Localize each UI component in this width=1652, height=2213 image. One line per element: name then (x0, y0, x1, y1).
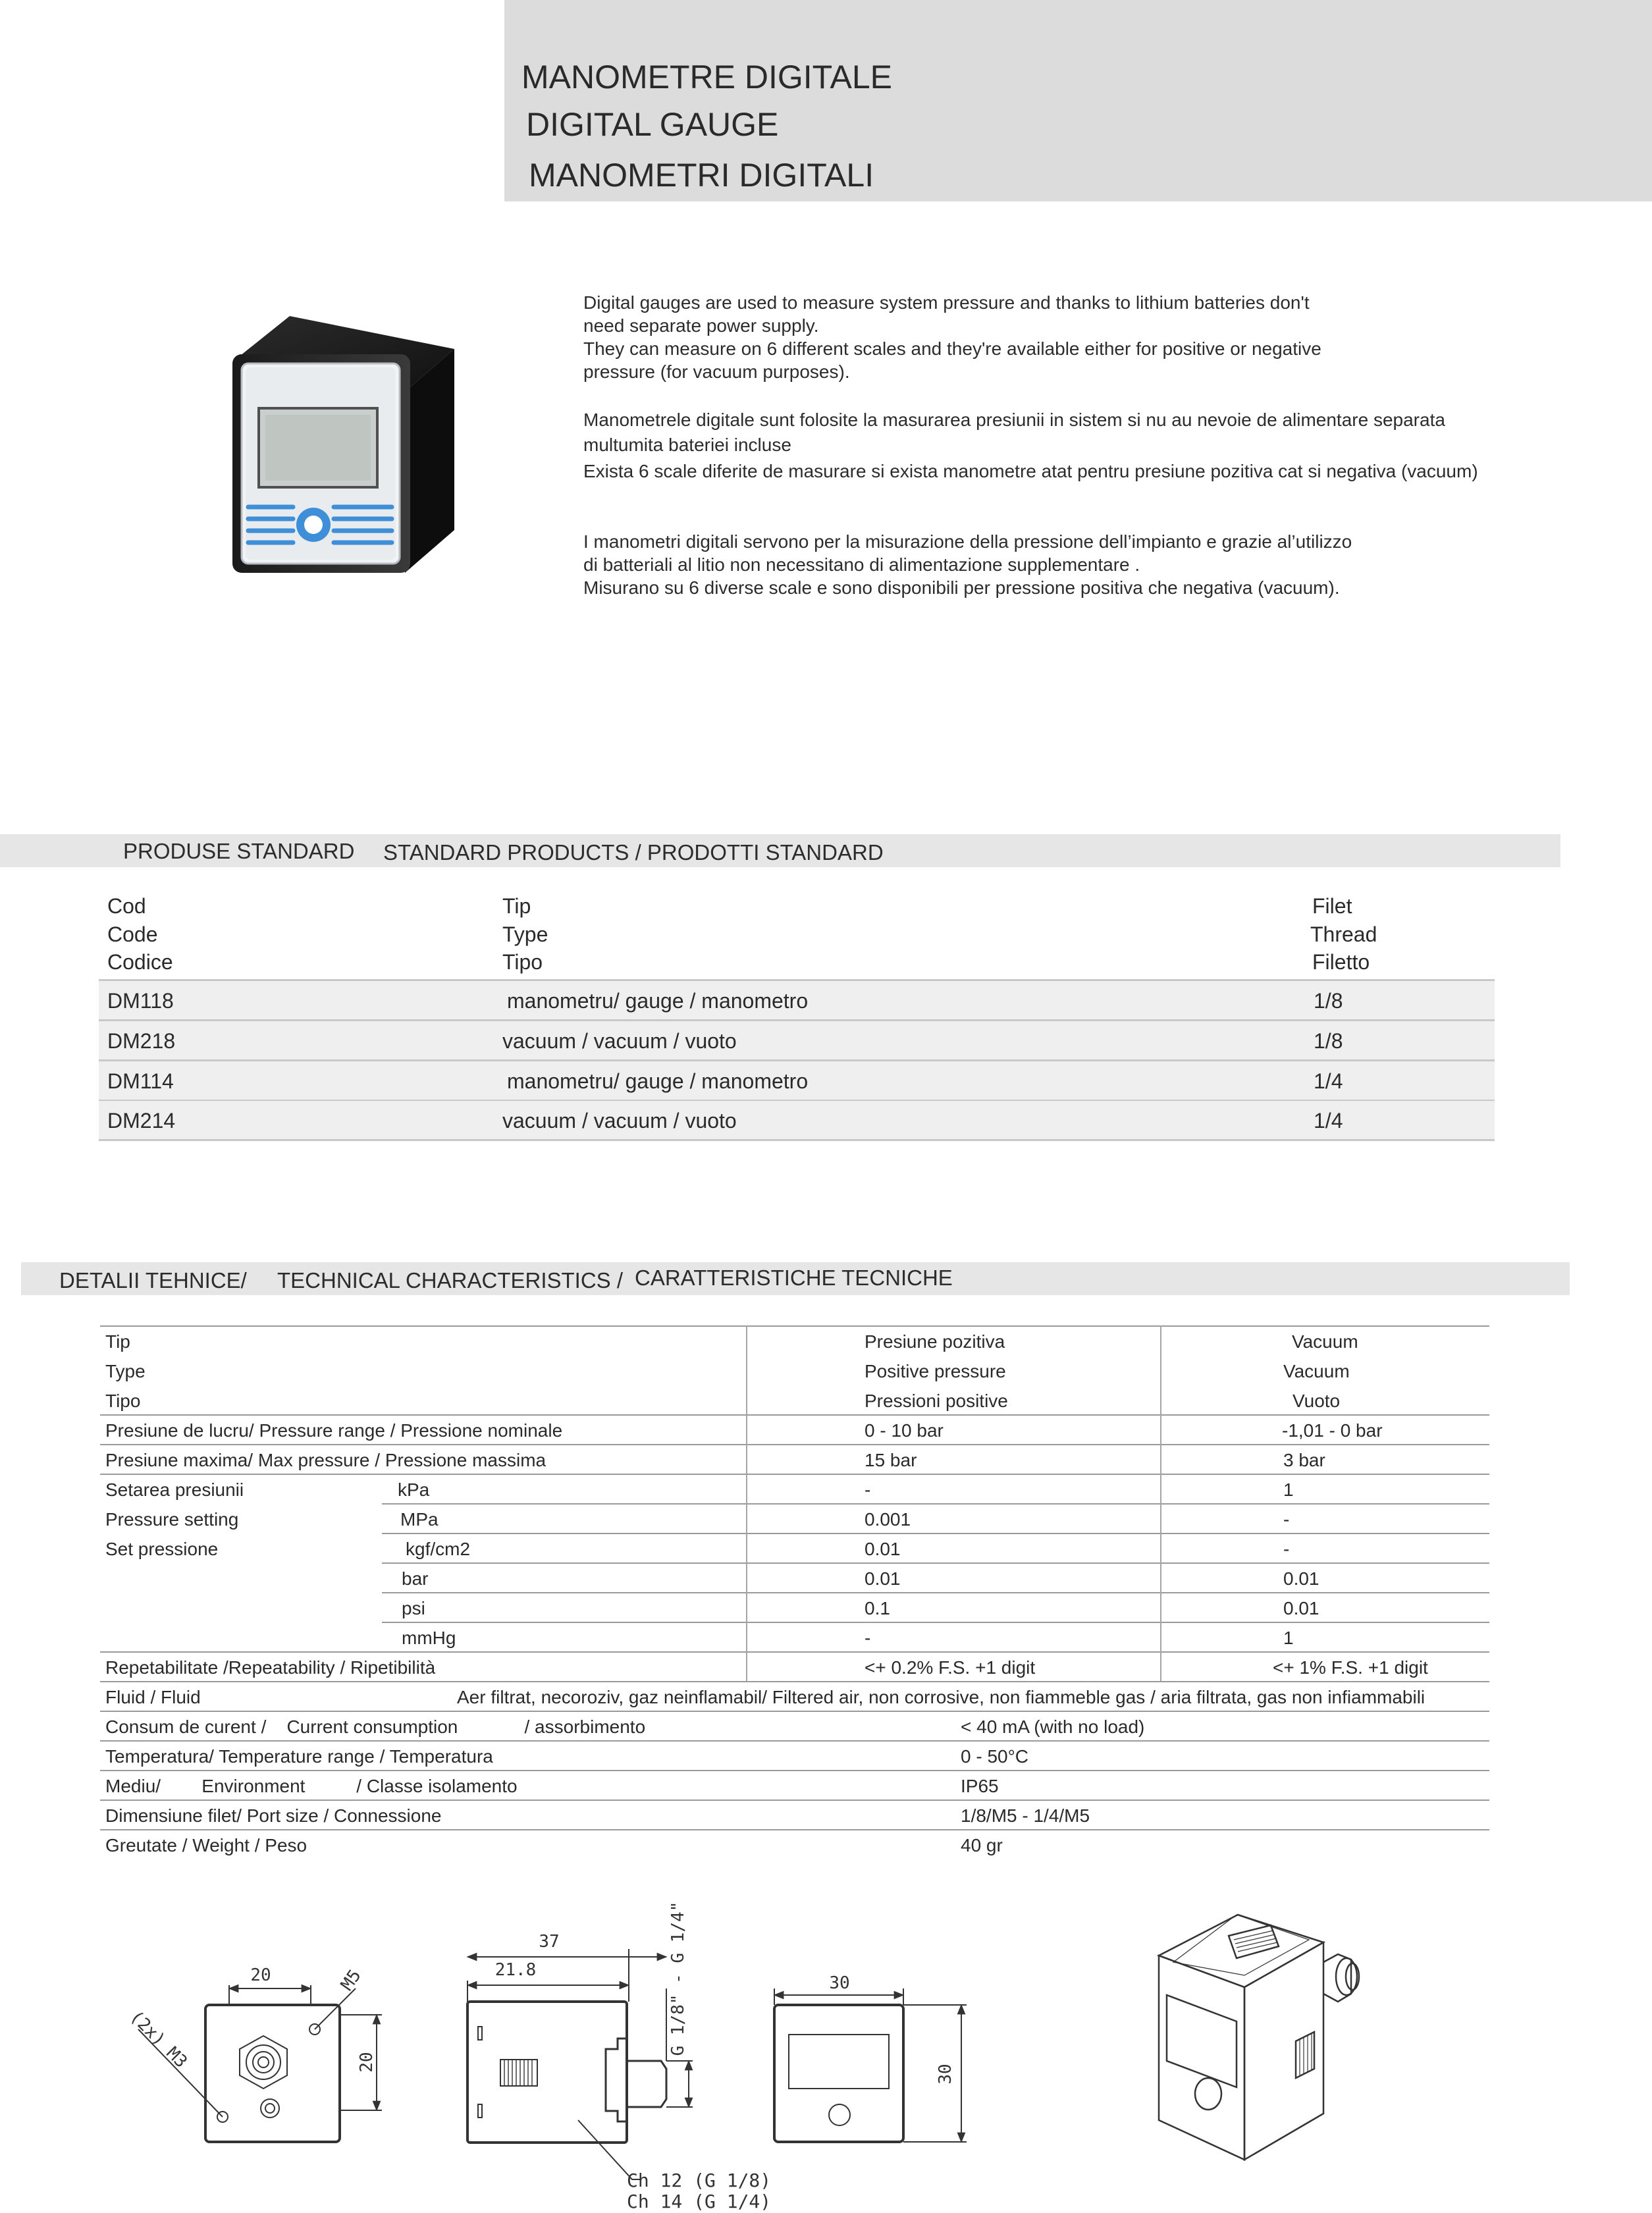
temperature-value: 0 - 50°C (961, 1746, 1029, 1767)
dim-30-side: 30 (936, 2064, 955, 2085)
setting-vacuum: 1 (1283, 1480, 1294, 1500)
fluid-value: Aer filtrat, necoroziv, gaz neinflamabil/ Filtered air, non corrosive, non fiammeble gas / aria filtrata, gas non infiammabili (457, 1687, 1426, 1707)
label-ch14: Ch 14 (G 1/4) (627, 2191, 772, 2212)
table-row (99, 1101, 1495, 1141)
tech-rule (100, 1740, 1489, 1742)
row-code: DM214 (107, 1109, 176, 1133)
tech-col-separator (746, 1325, 747, 1681)
technical-drawings (0, 1883, 1652, 2213)
intro-en-2: need separate power supply. (583, 315, 819, 336)
setting-vacuum: - (1283, 1509, 1290, 1530)
isometric-view (1159, 1915, 1359, 2160)
setting-unit: psi (402, 1598, 425, 1618)
tech-section-it: CARATTERISTICHE TECNICHE (635, 1266, 953, 1290)
vacuum-label-it: Vuoto (1292, 1391, 1341, 1411)
row-thread: 1/8 (1314, 1029, 1343, 1053)
setting-unit: kPa (398, 1480, 430, 1500)
row-type: vacuum / vacuum / vuoto (502, 1029, 737, 1053)
tech-rule (100, 1829, 1489, 1830)
setting-unit: MPa (400, 1509, 439, 1530)
label-ch12: Ch 12 (G 1/8) (627, 2170, 772, 2191)
label-m3: (2x) M3 (126, 2006, 192, 2072)
positive-label-ro: Presiune pozitiva (865, 1331, 1005, 1352)
setting-positive: 0.01 (865, 1539, 901, 1559)
vacuum-label-en: Vacuum (1283, 1361, 1350, 1381)
intro-ro-2: multumita bateriei incluse (583, 435, 791, 455)
tech-rule (382, 1503, 1489, 1505)
setting-positive: - (865, 1628, 871, 1648)
tech-rule (100, 1711, 1489, 1712)
title-fr: MANOMETRE DIGITALE (521, 59, 893, 95)
setting-positive: - (865, 1480, 871, 1500)
max-pressure-positive: 15 bar (865, 1450, 917, 1470)
label-m5: M5 (337, 1965, 365, 1994)
tech-rule (100, 1325, 1489, 1327)
title-en: DIGITAL GAUGE (526, 106, 779, 143)
setting-unit: bar (402, 1568, 429, 1589)
row-thread: 1/8 (1314, 989, 1343, 1013)
row-thread: 1/4 (1314, 1069, 1343, 1093)
header-band (504, 0, 1652, 201)
tech-rule (100, 1414, 1489, 1416)
weight-value: 40 gr (961, 1835, 1003, 1855)
row-type: manometru/ gauge / manometro (507, 1069, 809, 1093)
side-thread-icon (627, 2061, 666, 2107)
intro-en-3: They can measure on 6 different scales and they're available either for positive or negative (583, 338, 1321, 359)
type-label-en: Type (105, 1361, 146, 1381)
intro-en-1: Digital gauges are used to measure system pressure and thanks to lithium batteries don't (583, 292, 1310, 313)
setting-vacuum: - (1283, 1539, 1290, 1559)
products-section-ro: PRODUSE STANDARD (123, 839, 355, 863)
intro-it-3: Misurano su 6 diverse scale e sono disponibili per pressione positiva che negativa (vacuum). (583, 577, 1340, 598)
dim-21-8: 21.8 (494, 1960, 537, 1980)
rear-display-icon (789, 2035, 889, 2089)
side-view-body (467, 2002, 627, 2143)
dim-20-top: 20 (250, 1965, 271, 1985)
product-photo (227, 309, 461, 573)
positive-label-en: Positive pressure (865, 1361, 1006, 1381)
weight-label: Greutate / Weight / Peso (105, 1835, 307, 1855)
rear-view-body (774, 2005, 903, 2142)
header-code-it: Codice (107, 950, 173, 974)
header-type-it: Tipo (502, 950, 543, 974)
header-thread-it: Filetto (1312, 950, 1370, 974)
repeatability-positive: <+ 0.2% F.S. +1 digit (865, 1657, 1036, 1678)
row-type: vacuum / vacuum / vuoto (502, 1109, 737, 1133)
tech-rule (382, 1592, 1489, 1593)
tech-rule (382, 1533, 1489, 1534)
fluid-label: Fluid / Fluid (105, 1687, 201, 1707)
repeatability-label: Repetabilitate /Repeatability / Ripetibilità (105, 1657, 436, 1678)
table-row (99, 1061, 1495, 1102)
dim-30-top: 30 (829, 1973, 850, 1993)
intro-it-2: di batteriali al litio non necessitano di alimentazione supplementare . (583, 554, 1140, 575)
type-label-ro: Tip (105, 1331, 130, 1352)
setting-unit: mmHg (402, 1628, 456, 1648)
repeatability-vacuum: <+ 1% F.S. +1 digit (1273, 1657, 1428, 1678)
max-pressure-vacuum: 3 bar (1283, 1450, 1325, 1470)
setting-label-ro: Setarea presiunii (105, 1480, 244, 1500)
header-code-en: Code (107, 922, 158, 946)
pressure-range-label: Presiune de lucru/ Pressure range / Pressione nominale (105, 1420, 563, 1441)
products-section-en-it: STANDARD PRODUCTS / PRODOTTI STANDARD (383, 840, 884, 865)
table-row (99, 981, 1495, 1021)
setting-positive: 0.001 (865, 1509, 911, 1530)
environment-label: Mediu/ Environment / Classe isolamento (105, 1776, 518, 1796)
setting-vacuum: 0.01 (1283, 1568, 1319, 1589)
tech-rule (382, 1622, 1489, 1623)
dim-20-side: 20 (357, 2052, 377, 2073)
tech-rule (100, 1800, 1489, 1801)
header-type-ro: Tip (502, 894, 531, 918)
table-row (99, 1021, 1495, 1061)
vacuum-label-ro: Vacuum (1292, 1331, 1358, 1352)
tech-col-separator (1160, 1325, 1161, 1681)
setting-unit: kgf/cm2 (406, 1539, 471, 1559)
setting-label-en: Pressure setting (105, 1509, 239, 1530)
tech-rule (100, 1651, 1489, 1653)
port-size-value: 1/8/M5 - 1/4/M5 (961, 1805, 1090, 1826)
setting-positive: 0.01 (865, 1568, 901, 1589)
intro-it-1: I manometri digitali servono per la misurazione della pressione dell’impianto e grazie al’utilizzo (583, 531, 1352, 552)
setting-vacuum: 0.01 (1283, 1598, 1319, 1618)
max-pressure-label: Presiune maxima/ Max pressure / Pressione massima (105, 1450, 546, 1470)
pressure-range-vacuum: -1,01 - 0 bar (1282, 1420, 1383, 1441)
row-thread: 1/4 (1314, 1109, 1343, 1133)
temperature-label: Temperatura/ Temperature range / Temperatura (105, 1746, 493, 1767)
intro-ro-1: Manometrele digitale sunt folosite la masurarea presiunii in sistem si nu au nevoie de alimentare separata (583, 410, 1445, 430)
tech-rule (100, 1770, 1489, 1771)
environment-value: IP65 (961, 1776, 999, 1796)
title-it: MANOMETRI DIGITALI (529, 157, 874, 194)
tech-section-ro: DETALII TEHNICE/ (59, 1268, 247, 1293)
positive-label-it: Pressioni positive (865, 1391, 1008, 1411)
pressure-range-positive: 0 - 10 bar (865, 1420, 944, 1441)
setting-vacuum: 1 (1283, 1628, 1294, 1648)
row-code: DM114 (107, 1069, 174, 1093)
row-code: DM218 (107, 1029, 176, 1053)
tech-section-en: TECHNICAL CHARACTERISTICS / (277, 1268, 624, 1293)
label-thread: G 1/8" - G 1/4" (668, 1901, 688, 2056)
header-type-en: Type (502, 922, 548, 946)
row-code: DM118 (107, 989, 174, 1013)
tech-rule (382, 1562, 1489, 1564)
row-type: manometru/ gauge / manometro (507, 989, 809, 1013)
type-label-it: Tipo (105, 1391, 141, 1411)
header-code-ro: Cod (107, 894, 146, 918)
consumption-value: < 40 mA (with no load) (961, 1717, 1145, 1737)
consumption-label: Consum de curent / Current consumption / assorbimento (105, 1717, 646, 1737)
port-size-label: Dimensiune filet/ Port size / Connessione (105, 1805, 442, 1826)
header-thread-en: Thread (1310, 922, 1377, 946)
dim-37: 37 (539, 1932, 560, 1952)
intro-en-4: pressure (for vacuum purposes). (583, 361, 850, 382)
intro-ro-3: Exista 6 scale diferite de masurare si exista manometre atat pentru presiune pozitiva cat si negativa (vacuum) (583, 461, 1478, 481)
tech-rule (100, 1444, 1489, 1445)
setting-positive: 0.1 (865, 1598, 890, 1618)
tech-rule (100, 1681, 1489, 1682)
tech-rule (100, 1474, 1489, 1475)
setting-label-it: Set pressione (105, 1539, 219, 1559)
header-thread-ro: Filet (1312, 894, 1352, 918)
